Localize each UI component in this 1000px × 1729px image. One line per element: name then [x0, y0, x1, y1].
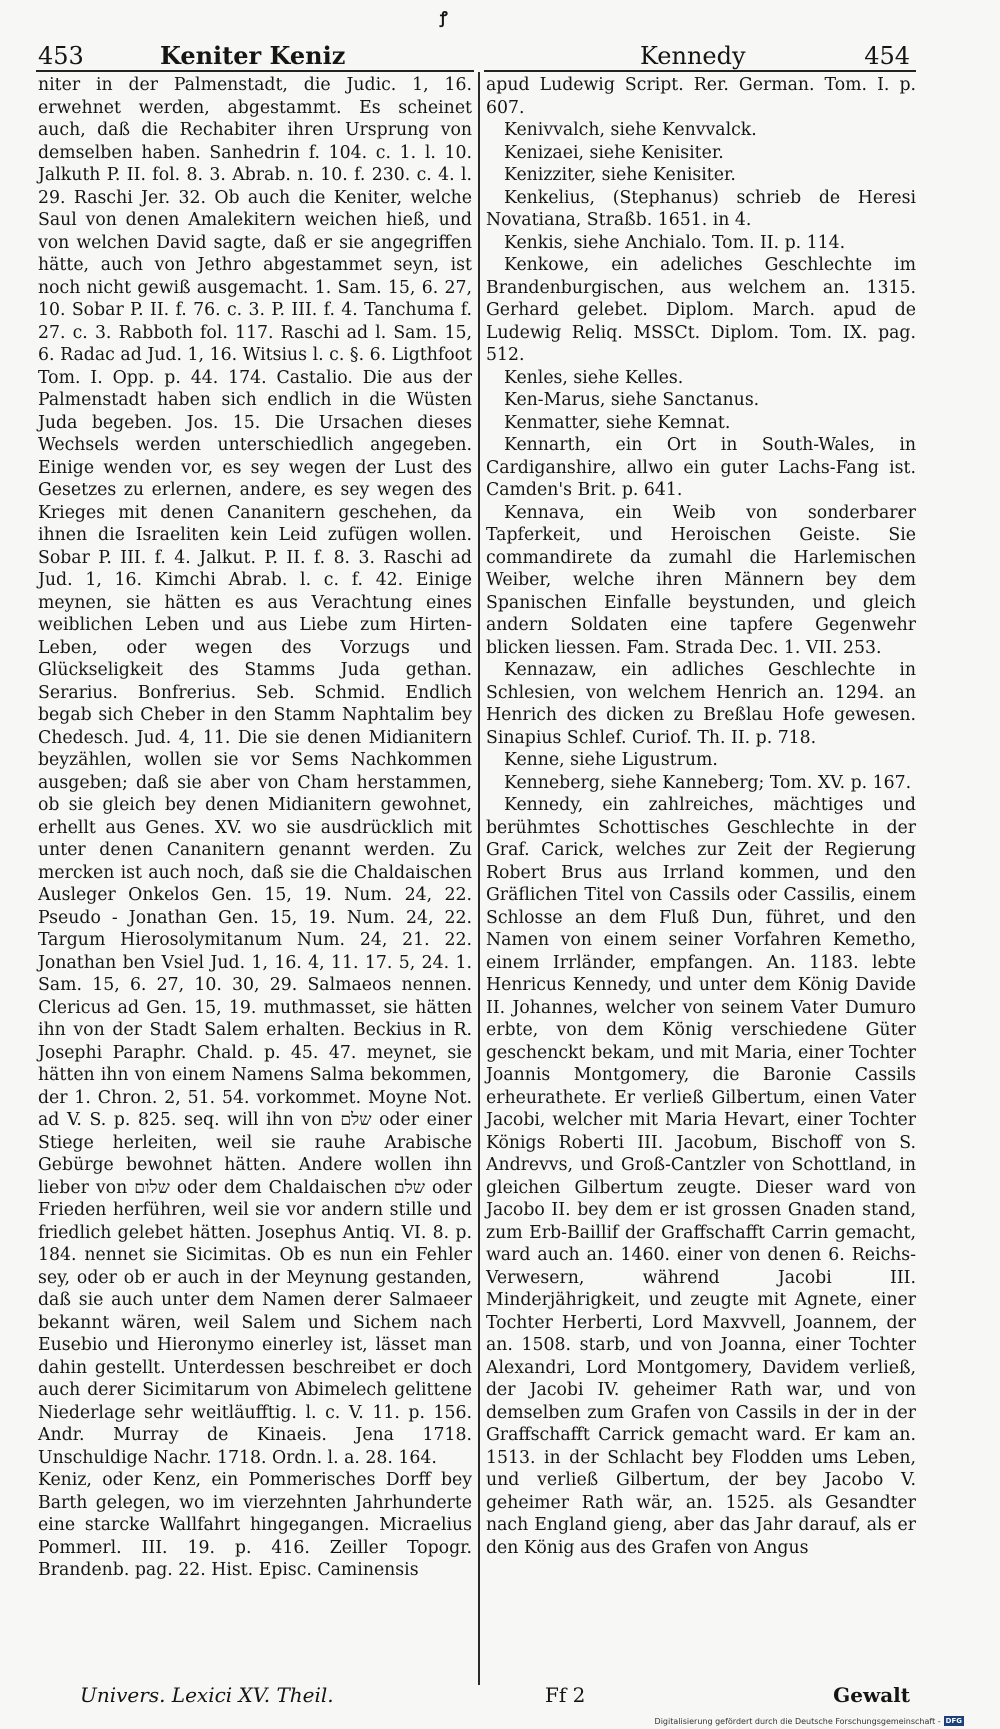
right-entry: Kennarth, ein Ort in South-Wales, in Cardiganshire, allwo ein guter Lachs-Fang ist. Camden's Brit. p. 641. — [486, 435, 916, 500]
right-entry: Kenivvalch, siehe Kenvvalck. — [504, 120, 757, 140]
page-number-right: 454 — [864, 42, 910, 70]
header-rule-left — [36, 70, 474, 72]
right-entry: Kenneberg, siehe Kanneberg; Tom. XV. p. 167. — [504, 772, 912, 793]
right-column — [486, 74, 916, 1559]
right-entry: Kennava, ein Weib von sonderbarer Tapferkeit, und Heroischen Geiste. Sie commandirete da zumahl die Harlemischen Weiber, welche ihren Männern bey dem Spanischen Einfalle beystunden, und gleich andern Soldaten eine tapfere Gegenwehr blicken liessen. Fam. Strada Dec. 1. VII. 253. — [486, 502, 916, 658]
right-entry: Kenles, siehe Kelles. — [504, 367, 684, 388]
left-column — [38, 74, 472, 1582]
page-number-left: 453 — [38, 42, 84, 70]
volume-line: Univers. Lexici XV. Theil. — [80, 1683, 334, 1707]
credit-text: Digitalisierung gefördert durch die Deutsche Forschungsgemeinschaft - — [654, 1716, 941, 1726]
right-entry: Kennedy, ein zahlreiches, mächtiges und berühmtes Schottisches Geschlechte in der Graf. Carick, welches zur Zeit der Regierung Robert Brus aus Irrland kommen, und den Gräflichen Titel von Cassils oder Cassilis, einem Schlosse an dem Fluß Dun, führet, und den Namen von einem seiner Vorfahren Kemetho, einem Irrländer, empfangen. An. 1183. lebte Henricus Kennedy, und unter dem König Davide II. Johannes, welcher von seinem Vater Dumuro erbte, von dem König verschiedene Güter geschenckt bekam, und mit Maria, einer Tochter Joannis Montgomery, die Baronie Cassils erheurathete. Er verließ Gilbertum, einen Vater Jacobi, welcher mit Maria Hevart, einer Tochter Königs Roberti III. Jacobum, Bischoff von S. Andrevvs, und Groß-Cantzler von Schottland, in gleichen Gilbertum zeugte. Dieser ward von Jacobo II. bey dem er ist grossen Gnaden stand, zum Erb-Baillif der Graffschafft Carrin gemacht, ward auch an. 1460. einer von denen 6. Reichs-Verwesern, während Jacobi III. Minderjährigkeit, und zeugte mit Agnete, einer Tochter Herberti, Lord Maxvvell, Joannem, der an. 1508. starb, und von Joanna, einer Tochter Alexandri, Lord Montgomery, Davidem verließ, der Jacobi IV. geheimer Rath war, und von demselben zum Grafen von Cassils in der in der Graffschafft Carrick gemacht ward. Er kam an. 1513. in der Schlacht bey Flodden ums Leben, und verließ Gilbertum, der bey Jacobo V. geheimer Rath wär, an. 1525. als Gesandter nach England gieng, aber das Jahr darauf, als er den König aus des Grafen von Angus — [486, 795, 916, 1558]
right-entry: Kenmatter, siehe Kemnat. — [504, 412, 731, 433]
running-title-right: Kennedy — [640, 42, 746, 70]
right-entry: Kenizaei, siehe Kenisiter. — [504, 142, 724, 163]
catchword: Gewalt — [833, 1683, 910, 1707]
dfg-logo: DFG — [945, 1717, 962, 1725]
right-entry: Kenizziter, siehe Kenisiter. — [504, 165, 736, 185]
right-entry: Kenkis, siehe Anchialo. Tom. II. p. 114. — [504, 232, 846, 253]
right-entry: apud Ludewig Script. Rer. German. Tom. I. p. 607. — [486, 75, 916, 118]
top-mark: ꝭ — [440, 8, 448, 27]
header-rule-right — [484, 70, 916, 72]
column-divider — [478, 72, 480, 1685]
right-entry: Ken-Marus, siehe Sanctanus. — [504, 390, 760, 410]
digitization-credit — [655, 1716, 964, 1726]
running-title-left: Keniter Keniz — [160, 41, 346, 70]
right-entry: Kenkelius, (Stephanus) schrieb de Heresi Novatiana, Straßb. 1651. in 4. — [486, 187, 916, 230]
right-entry: Kenkowe, ein adeliches Geschlechte im Brandenburgischen, aus welchem an. 1315. Gerhard gelebet. Diplom. March. apud de Ludewig Reliq. MSSCt. Diplom. Tom. IX. pag. 512. — [486, 255, 916, 365]
right-entry: Kenne, siehe Ligustrum. — [504, 750, 718, 770]
left-paragraph: Keniz, oder Kenz, ein Pommerisches Dorff bey Barth gelegen, wo im vierzehnten Jahrhunderte eine starcke Wallfahrt hingegangen. Micraelius Pommerl. III. 19. p. 416. Zeiller Topogr. Brandenb. pag. 22. Hist. Episc. Caminensis — [38, 1470, 472, 1580]
left-paragraph: niter in der Palmenstadt, die Judic. 1, 16. erwehnet werden, abgestammt. Es scheinet auch, daß die Rechabiter ihren Ursprung von demselben haben. Sanhedrin f. 104. c. 1. l. 10. Jalkuth P. II. fol. 8. 3. Abrab. n. 10. f. 230. c. 4. l. 29. Raschi Jer. 32. Ob auch die Keniter, welche Saul von denen Amalekitern weichen hieß, und von welchen David sagte, daß er sie angegriffen hätte, auch von Jethro abgestammet seyn, ist noch nicht gewiß ausgemacht. 1. Sam. 15, 6. 27, 10. Sobar P. II. f. 76. c. 3. P. III. f. 4. Tanchuma f. 27. c. 3. Rabboth fol. 117. Raschi ad l. Sam. 15, 6. Radac ad Jud. 1, 16. Witsius l. c. §. 6. Ligthfoot Tom. I. Opp. p. 44. 174. Castalio. Die aus der Palmenstadt haben sich endlich in die Wüsten Juda begeben. Jos. 15. Die Ursachen dieses Wechsels werden unterschiedlich angegeben. Einige wenden vor, es sey wegen der Lust des Gesetzes zu erlernen, andere, es sey wegen des Krieges mit denen Cananitern geschehen, da ihnen die Israeliten kein Leid zufügen wollen. Sobar P. III. f. 4. Jalkut. P. II. f. 8. 3. Raschi ad Jud. 1, 16. Kimchi Abrab. l. c. f. 42. Einige meynen, sie hätten es aus Verachtung eines weiblichen Leben und aus Liebe zum Hirten-Leben, oder wegen des Vorzugs und Glückseligkeit des Stamms Juda gethan. Serarius. Bonfrerius. Seb. Schmid. Endlich begab sich Cheber in den Stamm Naphtalim bey Chedesch. Jud. 4, 11. Die sie denen Midianitern beyzählen, wollen sie vor Sems Nachkommen ausgeben; daß sie aber von Cham herstammen, ob sie gleich bey denen Midianitern gewohnet, erhellt aus Genes. XV. wo sie ausdrücklich mit unter denen Cananitern genannt werden. Zu mercken ist auch noch, daß sie die Chaldaischen Ausleger Onkelos Gen. 15, 19. Num. 24, 22. Pseudo - Jonathan Gen. 15, 19. Num. 24, 22. Targum Hierosolymitanum Num. 24, 21. 22. Jonathan ben Vsiel Jud. 1, 16. 4, 11. 17. 5, 24. 1. Sam. 15, 6. 27, 10. 30, 29. Salmaeos nennen. Clericus ad Gen. 15, 19. muthmasset, sie hätten ihn von der Stadt Salem erhalten. Beckius in R. Josephi Paraphr. Chald. p. 45. 47. meynet, sie hätten ihn von einem Namens Salma bekommen, der 1. Chron. 2, 51. 54. vorkommet. Moyne Not. ad V. S. p. 825. seq. will ihn von שלם oder einer Stiege herleiten, weil sie rauhe Arabische Gebürge bewohnet hätten. Andere wollen ihn lieber von שלום oder dem Chaldaischen שלם oder Frieden herführen, weil sie vor andern stille und friedlich gelebet hätten. Josephus Antiq. VI. 8. p. 184. nennet sie Sicimitas. Ob es nun ein Fehler sey, oder ob er auch in der Meynung gestanden, daß sie auch unter dem Namen derer Salmaeer bekannt wären, weil Salem und Sichem nach Eusebio und Hieronymo einerley ist, lässet man dahin gestellt. Unterdessen beschreibet er doch auch derer Sicimitarum von Abimelech gelittene Niederlage sehr weitläufftig. l. c. V. 11. p. 156. Andr. Murray de Kinaeis. Jena 1718. Unschuldige Nachr. 1718. Ordn. l. a. 28. 164. — [38, 75, 472, 1468]
signature-mark: Ff 2 — [545, 1683, 586, 1707]
right-entry: Kennazaw, ein adliches Geschlechte in Schlesien, von welchem Henrich an. 1294. an Henrich des dicken zu Breßlau Hofe gewesen. Sinapius Schlef. Curiof. Th. II. p. 718. — [486, 660, 916, 748]
